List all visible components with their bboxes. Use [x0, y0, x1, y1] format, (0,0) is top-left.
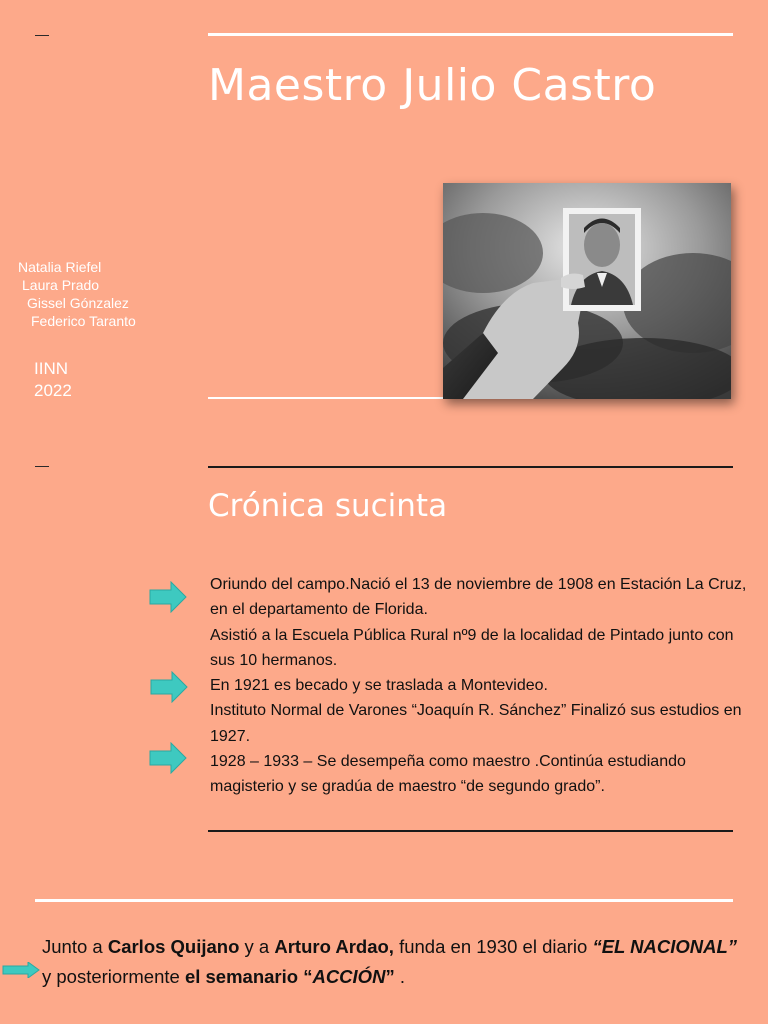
footer-text: funda en 1930 el diario	[393, 936, 593, 957]
arrow-icon	[149, 742, 187, 774]
paragraph: Oriundo del campo.Nació el 13 de noviembre de 1908 en Estación La Cruz, en el departamento de Florida.	[210, 576, 747, 619]
divider-dash	[35, 35, 49, 36]
meta-block	[34, 358, 72, 402]
divider-dash	[35, 466, 49, 467]
section-divider	[208, 466, 733, 468]
footer-text: y posteriormente	[42, 966, 185, 987]
author-name: Natalia Riefel	[18, 259, 102, 275]
portrait-photo	[443, 183, 731, 399]
footer-bold: Carlos Quijano	[107, 936, 240, 957]
top-divider	[208, 33, 733, 36]
footer-bold: Arturo Ardao,	[274, 936, 394, 957]
footer-paragraph	[42, 932, 742, 992]
footer-bold: el semanario “	[184, 966, 313, 987]
section-bottom-divider	[208, 830, 733, 832]
footer-bold-italic: ACCIÓN	[312, 966, 386, 987]
page-title: Maestro Julio Castro	[208, 60, 657, 111]
photo-image	[443, 183, 731, 399]
author-name: Laura Prado	[22, 277, 100, 293]
year-label: 2022	[34, 381, 72, 400]
author-name: Gissel Gónzalez	[27, 295, 129, 311]
paragraph: Instituto Normal de Varones “Joaquín R. Sánchez” Finalizó sus estudios en 1927.	[210, 702, 742, 745]
author-list	[18, 258, 136, 330]
arrow-icon	[2, 962, 40, 978]
footer-divider	[35, 899, 733, 902]
institution-label: IINN	[34, 359, 68, 378]
footer-bold: ”	[385, 966, 395, 987]
arrow-icon	[150, 671, 188, 703]
title-underline	[208, 397, 448, 399]
section-title: Crónica sucinta	[208, 488, 448, 524]
paragraph: 1928 – 1933 – Se desempeña como maestro .Continúa estudiando magisterio y se gradúa de maestro “de segundo grado”.	[210, 753, 686, 796]
footer-text: Junto a	[42, 936, 108, 957]
footer-bold-italic: “EL NACIONAL”	[592, 936, 738, 957]
chronicle-text	[210, 572, 758, 800]
footer-line	[42, 932, 742, 992]
paragraph: Asistió a la Escuela Pública Rural nº9 de la localidad de Pintado junto con sus 10 hermanos.	[210, 626, 734, 669]
arrow-icon	[149, 581, 187, 613]
author-name: Federico Taranto	[31, 313, 136, 329]
footer-text: y a	[239, 936, 275, 957]
paragraph: En 1921 es becado y se traslada a Montevideo.	[210, 677, 548, 695]
footer-text: .	[394, 966, 405, 987]
